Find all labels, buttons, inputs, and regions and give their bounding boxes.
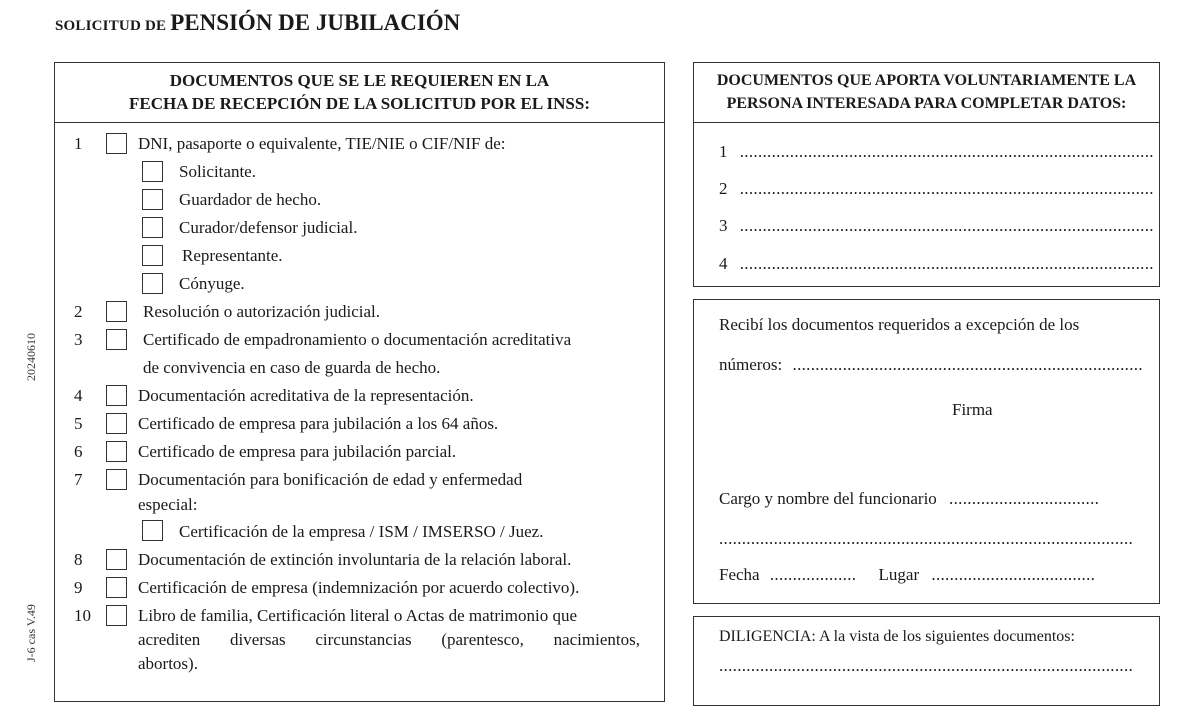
cargo-second-dots: ........................................................................................... (719, 529, 1134, 548)
lugar-label: Lugar (878, 565, 920, 584)
item-label: Documentación para bonificación de edad y enfermedad (138, 470, 523, 489)
checkbox-curador[interactable] (142, 217, 163, 238)
title-main: PENSIÓN DE JUBILACIÓN (170, 10, 461, 35)
item-label: Cónyuge. (179, 274, 245, 293)
item-number: 8 (74, 550, 83, 569)
voluntary-docs-header-line2: PERSONA INTERESADA PARA COMPLETAR DATOS: (726, 95, 1127, 112)
receipt-numbers-dots: ............................................................................. (792, 355, 1143, 374)
item-label: Certificación de empresa (indemnización por acuerdo colectivo). (138, 578, 580, 597)
item-number: 5 (74, 414, 83, 433)
receipt-text: Recibí los documentos requeridos a excepción de los (719, 315, 1080, 334)
item-label: Curador/defensor judicial. (179, 218, 358, 237)
side-code-top: 20240610 (24, 333, 38, 381)
voluntary-line-dots: ........................................................................................... (739, 179, 1154, 198)
item-label: Libro de familia, Certificación literal o Actas de matrimonio que (138, 606, 578, 625)
checkbox-conyuge[interactable] (142, 273, 163, 294)
firma-label: Firma (952, 400, 993, 419)
checkbox-libro-familia[interactable] (106, 605, 127, 626)
voluntary-line-dots: ........................................................................................... (739, 254, 1154, 273)
item-number: 7 (74, 470, 83, 489)
voluntary-line-1[interactable] (719, 142, 1154, 162)
receipt-numbers-label: números: (719, 355, 783, 374)
diligencia-dots: ........................................................................................... (719, 656, 1134, 675)
item-label: Certificado de empresa para jubilación parcial. (138, 442, 457, 461)
checkbox-jubilacion-parcial[interactable] (106, 441, 127, 462)
item-number: 3 (74, 330, 83, 349)
checkbox-dni[interactable] (106, 133, 127, 154)
item-label: Documentación de extinción involuntaria de la relación laboral. (138, 550, 572, 569)
checkbox-extincion[interactable] (106, 549, 127, 570)
voluntary-line-number: 3 (719, 216, 728, 235)
item-label: DNI, pasaporte o equivalente, TIE/NIE o CIF/NIF de: (138, 134, 506, 153)
voluntary-line-dots: ........................................................................................... (739, 142, 1154, 161)
voluntary-line-3[interactable] (719, 216, 1154, 236)
required-docs-header-line2: FECHA DE RECEPCIÓN DE LA SOLICITUD POR EL INSS: (129, 94, 590, 113)
checkbox-indemnizacion[interactable] (106, 577, 127, 598)
fecha-lugar-line[interactable] (719, 565, 1095, 585)
checkbox-solicitante[interactable] (142, 161, 163, 182)
cargo-dots: ................................. (949, 489, 1100, 508)
item-label: Solicitante. (179, 162, 256, 181)
checkbox-resolucion[interactable] (106, 301, 127, 322)
item-label: Certificación de la empresa / ISM / IMSERSO / Juez. (179, 522, 544, 541)
diligencia-text: DILIGENCIA: A la vista de los siguientes documentos: (719, 628, 1075, 645)
page-title (55, 10, 460, 36)
checkbox-bonificacion[interactable] (106, 469, 127, 490)
diligencia-line[interactable] (719, 656, 1133, 676)
receipt-box (693, 299, 1160, 604)
checkbox-representacion[interactable] (106, 385, 127, 406)
item-number: 9 (74, 578, 83, 597)
voluntary-line-dots: ........................................................................................... (739, 216, 1154, 235)
checkbox-guardador[interactable] (142, 189, 163, 210)
cargo-label: Cargo y nombre del funcionario (719, 489, 937, 508)
item-label: abortos). (138, 654, 198, 673)
voluntary-line-number: 1 (719, 142, 728, 161)
voluntary-line-number: 4 (719, 254, 728, 273)
receipt-numbers-line[interactable] (719, 355, 1143, 375)
item-label: Resolución o autorización judicial. (143, 302, 380, 321)
checkbox-representante[interactable] (142, 245, 163, 266)
side-code-bottom: J-6 cas V.49 (24, 604, 38, 662)
item-label: especial: (138, 495, 198, 514)
voluntary-docs-header-line1: DOCUMENTOS QUE APORTA VOLUNTARIAMENTE LA (716, 72, 1137, 89)
item-label: Representante. (182, 246, 283, 265)
lugar-dots: .................................... (931, 565, 1096, 584)
item-number: 10 (74, 606, 91, 625)
item-number: 1 (74, 134, 83, 153)
checkbox-jubilacion-64[interactable] (106, 413, 127, 434)
item-label: Guardador de hecho. (179, 190, 322, 209)
cargo-line[interactable] (719, 489, 1099, 509)
voluntary-line-number: 2 (719, 179, 728, 198)
title-prefix: SOLICITUD DE (55, 18, 167, 34)
fecha-dots: ................... (769, 565, 857, 584)
item-label: acrediten diversas circunstancias (parentesco, nacimientos, (138, 630, 640, 649)
item-label: de convivencia en caso de guarda de hecho. (143, 358, 441, 377)
fecha-label: Fecha (719, 565, 760, 584)
item-label: Documentación acreditativa de la representación. (138, 386, 474, 405)
item-number: 2 (74, 302, 83, 321)
required-docs-header (55, 63, 664, 123)
checkbox-certificacion-empresa[interactable] (142, 520, 163, 541)
voluntary-docs-header (694, 63, 1159, 123)
voluntary-line-2[interactable] (719, 179, 1154, 199)
cargo-second-line[interactable] (719, 529, 1133, 549)
item-number: 4 (74, 386, 83, 405)
checkbox-empadronamiento[interactable] (106, 329, 127, 350)
item-label: Certificado de empresa para jubilación a los 64 años. (138, 414, 499, 433)
voluntary-line-4[interactable] (719, 254, 1154, 274)
item-number: 6 (74, 442, 83, 461)
item-label: Certificado de empadronamiento o documentación acreditativa (143, 330, 572, 349)
required-docs-header-line1: DOCUMENTOS QUE SE LE REQUIEREN EN LA (169, 71, 550, 90)
